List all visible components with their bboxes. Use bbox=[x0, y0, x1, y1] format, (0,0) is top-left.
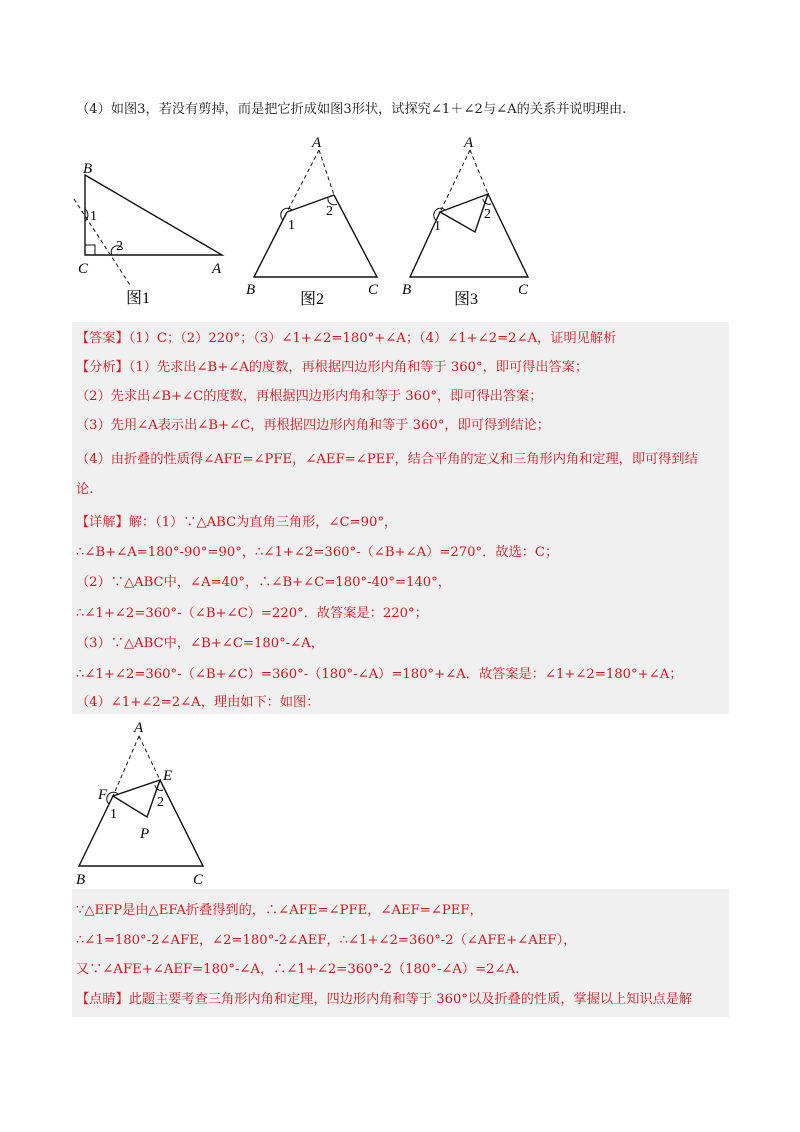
fig4-label-b: B bbox=[76, 872, 86, 888]
figure-2 bbox=[242, 132, 392, 310]
fig2-label-b: B bbox=[246, 282, 256, 298]
analysis-line-3: （3）先用∠A表示出∠B+∠C，再根据四边形内角和等于 360°，即可得到结论； bbox=[76, 418, 550, 433]
fig2-label-1: 1 bbox=[288, 218, 295, 233]
figure-3 bbox=[398, 132, 548, 310]
fig1-label-1: 1 bbox=[90, 209, 97, 224]
proof-line-3: 又∵∠AFE+∠AEF=180°-∠A，∴∠1+∠2=360°-2（180°-∠A）=2∠A. bbox=[76, 962, 520, 977]
fig4-label-p: P bbox=[140, 826, 150, 842]
fig3-label-b: B bbox=[402, 282, 412, 298]
detail-line-4: ∴∠1+∠2=360°-（∠B+∠C）=220°．故答案是：220°； bbox=[76, 606, 428, 621]
fig1-caption: 图1 bbox=[126, 290, 151, 307]
fig1-label-b: B bbox=[83, 161, 93, 177]
fig3-caption: 图3 bbox=[454, 291, 479, 308]
proof-line-1: ∵△EFP是由△EFA折叠得到的，∴∠AFE=∠PFE，∠AEF=∠PEF， bbox=[76, 903, 483, 918]
detail-line-2: ∴∠B+∠A=180°-90°=90°，∴∠1+∠2=360°-（∠B+∠A）=270°．故选：C； bbox=[76, 545, 559, 560]
analysis-line-1: 【分析】（1）先求出∠B+∠A的度数，再根据四边形内角和等于 360°，即可得出答案； bbox=[76, 360, 589, 375]
fig2-caption: 图2 bbox=[300, 291, 325, 308]
proof-line-2: ∴∠1=180°-2∠AFE，∠2=180°-2∠AEF，∴∠1+∠2=360°-2（∠AFE+∠AEF）， bbox=[76, 933, 577, 948]
detail-line-6: ∴∠1+∠2=360°-（∠B+∠C）=360°-（180°-∠A）=180°+∠A．故答案是：∠1+∠2=180°+∠A； bbox=[76, 667, 683, 682]
fig1-label-c: C bbox=[78, 261, 89, 277]
fig4-label-c: C bbox=[193, 872, 204, 888]
analysis-line-5: 论. bbox=[76, 482, 94, 497]
comment-line: 【点睛】此题主要考查三角形内角和定理，四边形内角和等于 360°以及折叠的性质，掌握以上知识点是解 bbox=[76, 992, 693, 1007]
fig4-label-2: 2 bbox=[157, 795, 164, 810]
figure-4 bbox=[72, 714, 212, 889]
fig3-label-1: 1 bbox=[434, 219, 441, 234]
analysis-line-2: （2）先求出∠B+∠C的度数，再根据四边形内角和等于 360°，即可得出答案； bbox=[76, 389, 543, 404]
detail-line-5: （3）∵△ABC中，∠B+∠C=180°-∠A， bbox=[76, 636, 324, 651]
fig1-label-a: A bbox=[212, 261, 222, 277]
fig2-label-a: A bbox=[312, 135, 322, 151]
detail-line-3: （2）∵△ABC中，∠A=40°，∴∠B+∠C=180°-40°=140°， bbox=[76, 575, 451, 590]
analysis-line-4: （4）由折叠的性质得∠AFE=∠PFE，∠AEF=∠PEF，结合平角的定义和三角形内角和定理，即可得到结 bbox=[76, 452, 698, 467]
fig4-label-e: E bbox=[163, 768, 173, 784]
detail-line-1: 【详解】解：（1）∵△ABC为直角三角形，∠C=90°， bbox=[76, 515, 398, 530]
detail-line-7: （4）∠1+∠2=2∠A，理由如下：如图： bbox=[76, 695, 320, 710]
question-text: （4）如图3，若没有剪掉，而是把它折成如图3形状，试探究∠1＋∠2与∠A的关系并说明理由. bbox=[76, 102, 627, 117]
fig1-label-2: 2 bbox=[116, 239, 123, 254]
fig3-label-c: C bbox=[518, 282, 529, 298]
fig2-label-2: 2 bbox=[326, 204, 333, 219]
fig4-label-f: F bbox=[98, 787, 108, 803]
fig4-label-a: A bbox=[134, 720, 144, 736]
fig2-label-c: C bbox=[368, 282, 379, 298]
fig3-label-a: A bbox=[464, 135, 474, 151]
figure-1 bbox=[72, 155, 232, 310]
answer-line: 【答案】（1）C；（2）220°；（3）∠1+∠2=180°+∠A；（4）∠1+∠2=2∠A，证明见解析 bbox=[76, 331, 617, 346]
fig4-label-1: 1 bbox=[110, 807, 117, 822]
fig3-label-2: 2 bbox=[484, 207, 491, 222]
